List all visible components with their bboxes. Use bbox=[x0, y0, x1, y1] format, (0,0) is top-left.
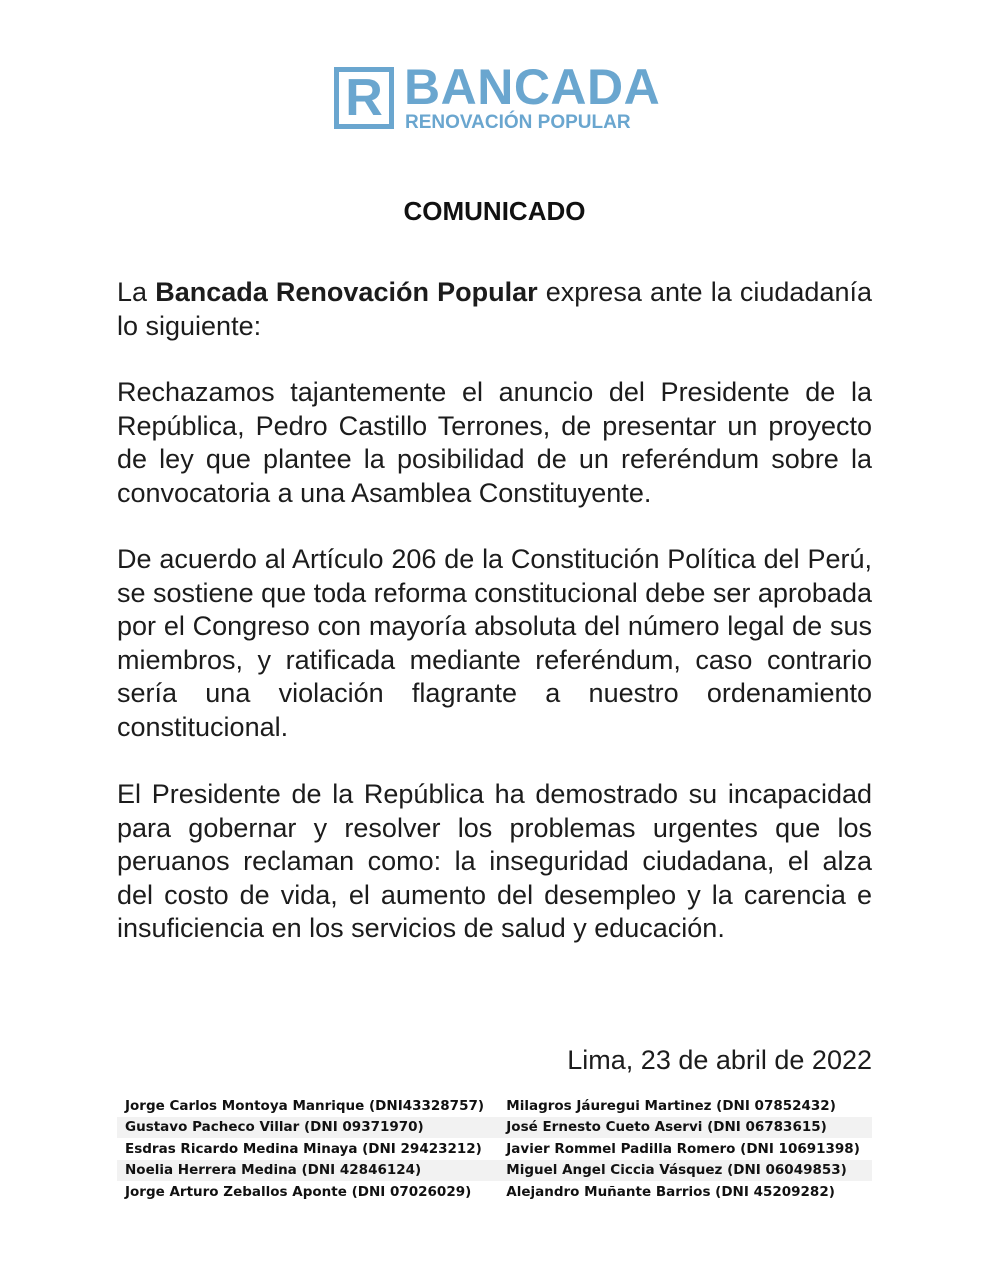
signer-left: Noelia Herrera Medina (DNI 42846124) bbox=[117, 1160, 496, 1182]
signer-row bbox=[117, 1181, 872, 1203]
logo-subtitle: RENOVACIÓN POPULAR bbox=[405, 112, 631, 133]
signer-left: Jorge Carlos Montoya Manrique (DNI43328757) bbox=[125, 1097, 485, 1114]
intro-before: La bbox=[117, 277, 156, 307]
signer-right: Milagros Jáuregui Martinez (DNI 07852432) bbox=[506, 1097, 836, 1114]
signer-row bbox=[117, 1160, 872, 1182]
intro-bold-name: Bancada Renovación Popular bbox=[155, 277, 538, 307]
paragraph-presidente: El Presidente de la República ha demostrado su incapacidad para gobernar y resolver los problemas urgentes que los peruanos reclaman como: la inseguridad ciudadana, el alza del costo de vida, el aumento del desempleo y la carencia e insuficiencia en los servicios de salud y educación. bbox=[117, 779, 872, 943]
signer-right: Javier Rommel Padilla Romero (DNI 10691398) bbox=[506, 1140, 860, 1157]
signer-right: Miguel Angel Ciccia Vásquez (DNI 06049853) bbox=[496, 1160, 872, 1182]
signer-right: José Ernesto Cueto Aservi (DNI 06783615) bbox=[496, 1117, 872, 1139]
logo-title: BANCADA bbox=[404, 59, 661, 115]
signers-table bbox=[117, 1095, 872, 1203]
signer-left: Esdras Ricardo Medina Minaya (DNI 29423212) bbox=[125, 1140, 482, 1157]
paragraph-articulo-206: De acuerdo al Artículo 206 de la Constitución Política del Perú, se sostiene que toda reforma constitucional debe ser aprobada por el Congreso con mayoría absoluta del número legal de sus miembros, y ratificada mediante referéndum, caso contrario sería una violación flagrante a nuestro ordenamiento constitucional. bbox=[117, 544, 872, 742]
paragraph-rechazo: Rechazamos tajantemente el anuncio del Presidente de la República, Pedro Castillo Terrones, de presentar un proyecto de ley que plantee la posibilidad de un referéndum sobre la convocatoria a una Asamblea Constituyente. bbox=[117, 377, 872, 508]
logo-letter-box: R bbox=[334, 67, 394, 129]
bancada-logo bbox=[334, 59, 664, 136]
intro-paragraph bbox=[117, 276, 872, 343]
signer-row bbox=[117, 1095, 872, 1117]
document-heading: COMUNICADO bbox=[403, 196, 586, 226]
document-date: Lima, 23 de abril de 2022 bbox=[567, 1045, 872, 1075]
signer-row bbox=[117, 1117, 872, 1139]
signer-left: Jorge Arturo Zeballos Aponte (DNI 07026029) bbox=[125, 1183, 472, 1200]
signer-row bbox=[117, 1138, 872, 1160]
signer-left: Gustavo Pacheco Villar (DNI 09371970) bbox=[117, 1117, 496, 1139]
intro-after: expresa ante la ciudadanía lo siguiente: bbox=[117, 277, 872, 341]
signer-right: Alejandro Muñante Barrios (DNI 45209282) bbox=[506, 1183, 835, 1200]
